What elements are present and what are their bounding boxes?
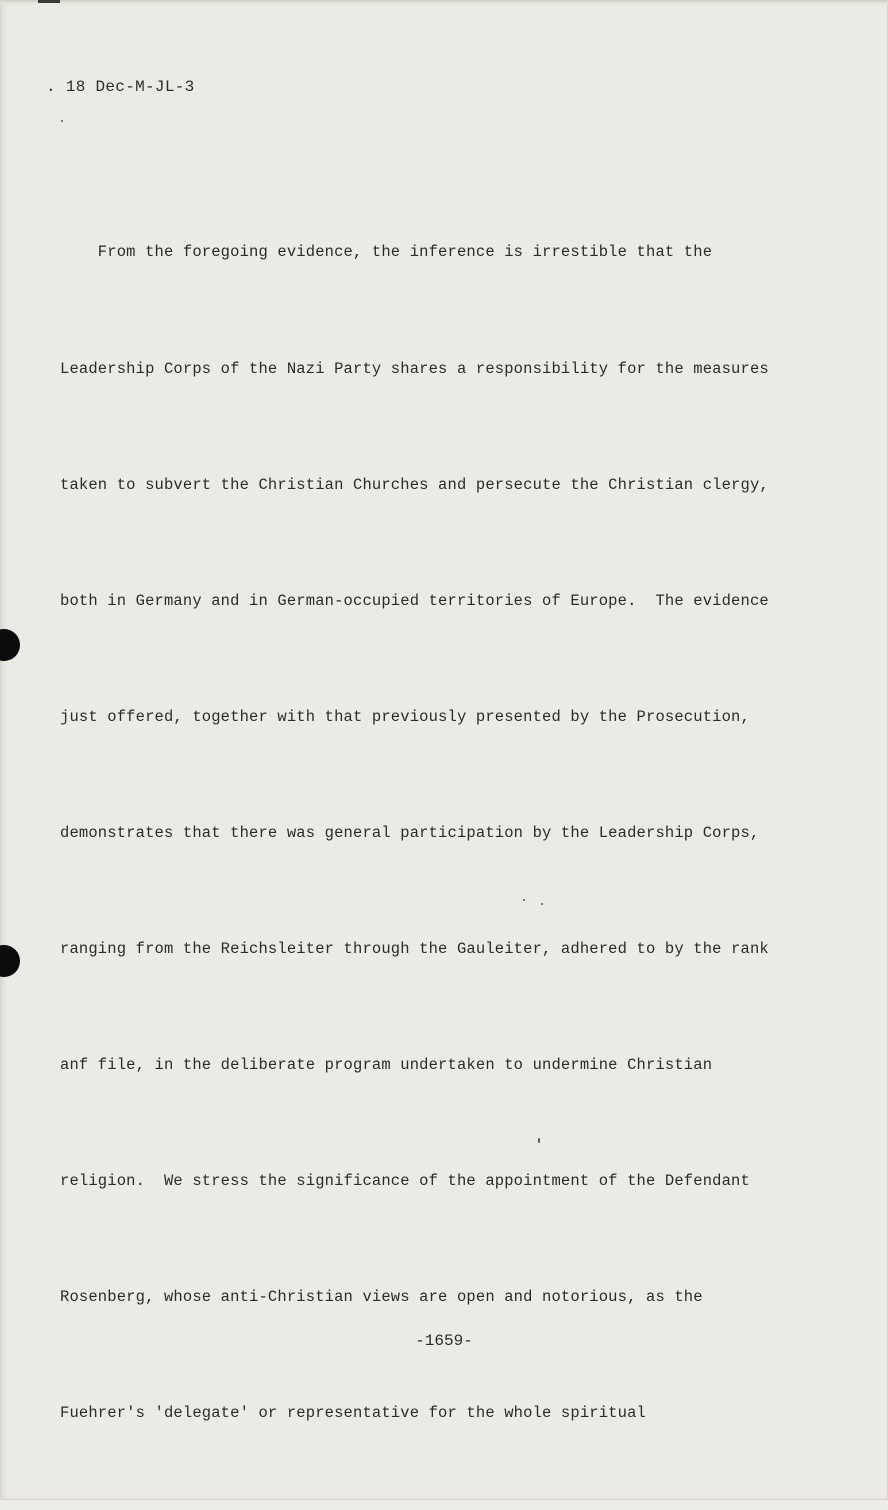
paragraph-line: anf file, in the deliberate program undertaken to undermine Christian bbox=[60, 1056, 713, 1075]
paragraph-line: both in Germany and in German-occupied territories of Europe. The evidence bbox=[60, 591, 769, 610]
punch-hole-icon bbox=[0, 945, 20, 977]
paragraph-line: just offered, together with that previously presented by the Prosecution, bbox=[60, 707, 750, 726]
paragraph-line: demonstrates that there was general participation by the Leadership Corps, bbox=[60, 823, 760, 842]
paragraph-line: Fuehrer's 'delegate' or representative for the whole spiritual bbox=[60, 1404, 646, 1423]
top-edge-mark bbox=[38, 0, 60, 3]
document-reference: . 18 Dec-M-JL-3 bbox=[46, 78, 195, 96]
paragraph-line: Leadership Corps of the Nazi Party shares a responsibility for the measures bbox=[60, 359, 769, 378]
body-paragraph bbox=[60, 156, 790, 1510]
stray-mark bbox=[61, 120, 63, 122]
paragraph-line: ranging from the Reichsleiter through the Gauleiter, adhered to by the rank bbox=[60, 939, 769, 958]
paragraph-line: religion. We stress the significance of the appointment of the Defendant bbox=[60, 1172, 750, 1191]
paragraph-line: From the foregoing evidence, the inference is irrestible that the bbox=[60, 243, 713, 262]
paragraph-line: Rosenberg, whose anti-Christian views are open and notorious, as the bbox=[60, 1288, 703, 1307]
punch-hole-icon bbox=[0, 629, 20, 661]
paragraph-line: taken to subvert the Christian Churches and persecute the Christian clergy, bbox=[60, 475, 769, 494]
page-number: -1659- bbox=[415, 1332, 473, 1350]
page-top-edge bbox=[0, 0, 888, 4]
